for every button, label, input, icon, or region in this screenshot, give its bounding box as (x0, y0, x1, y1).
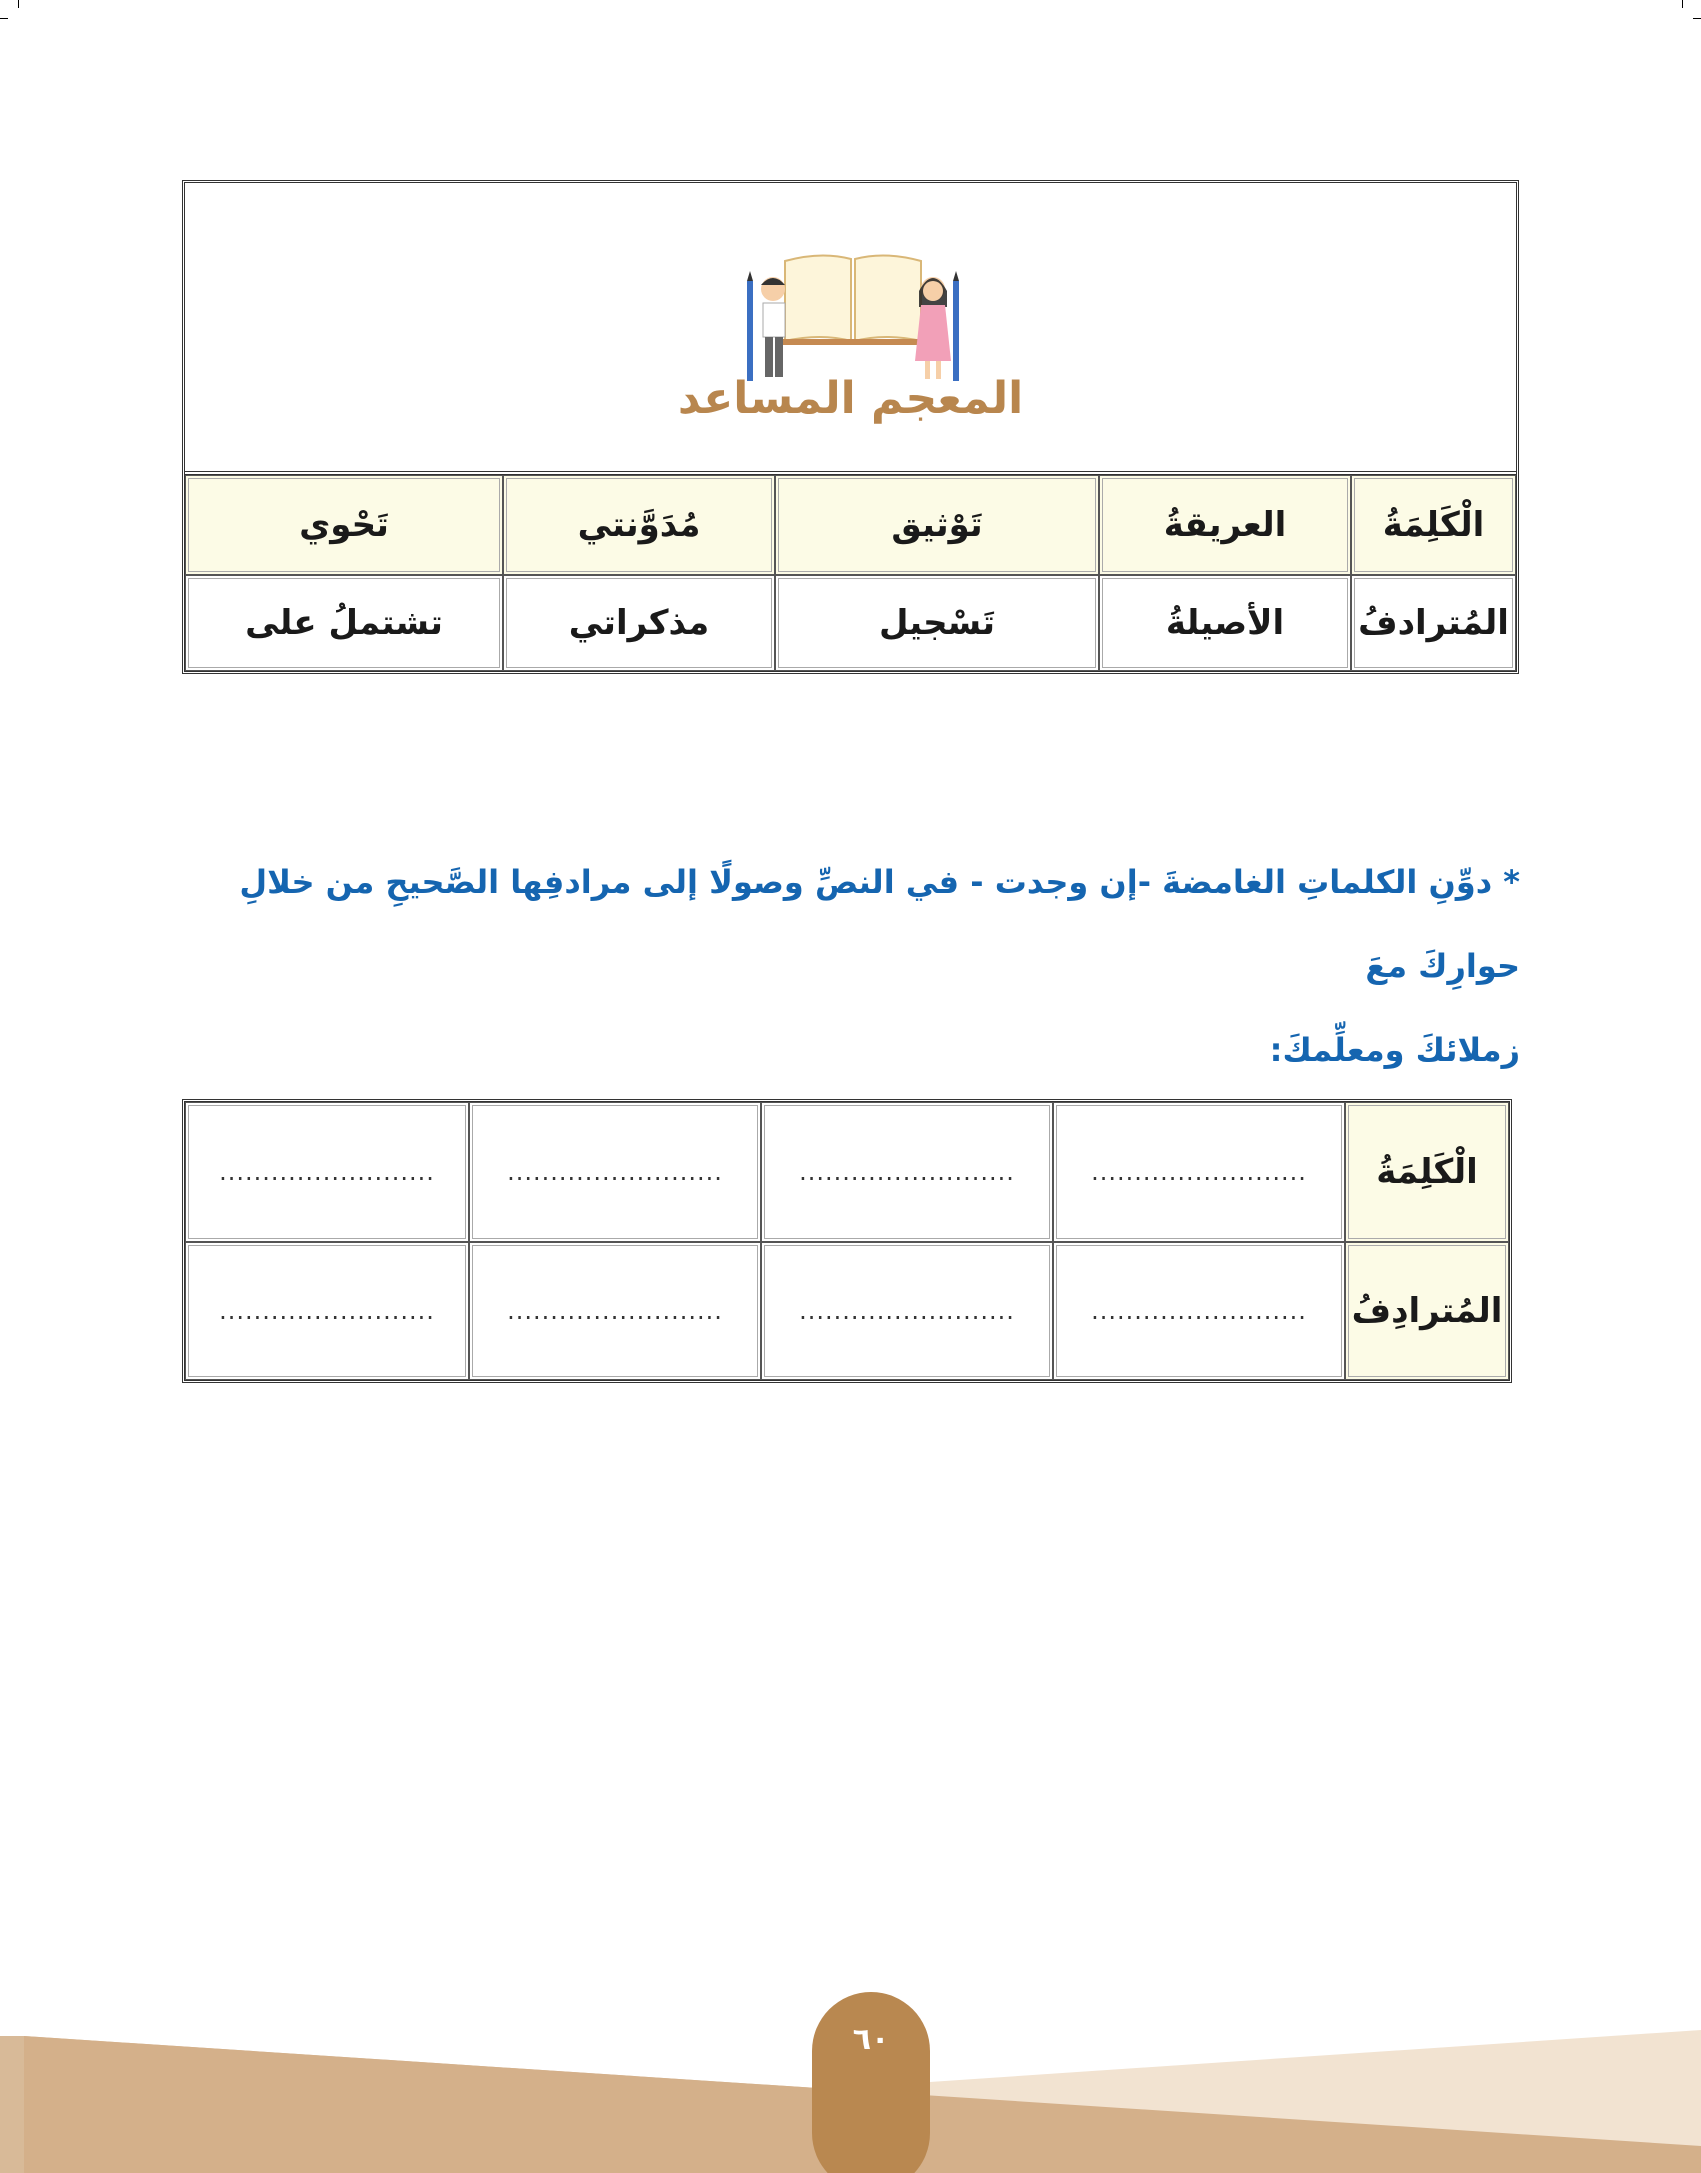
instruction-line-1: * دوِّنِ الكلماتِ الغامضةَ -إن وجدت - في النصِّ وصولًا إلى مرادفِها الصَّحيحِ من خلالِ حوارِكَ معَ (239, 863, 1520, 985)
row-label-synonym: المُترادِفُ (1345, 1242, 1509, 1380)
dictionary-cell: مذكراتي (503, 575, 775, 671)
blank-field[interactable]: ......................... (1053, 1242, 1345, 1380)
blank-field[interactable]: ......................... (761, 1102, 1053, 1242)
exercise-row-synonym (185, 1242, 1509, 1380)
blank-field[interactable]: ......................... (185, 1102, 469, 1242)
dictionary-row-synonym (185, 575, 1516, 671)
row-label-synonym: المُترادفُ (1351, 575, 1516, 671)
exercise-table (182, 1099, 1512, 1383)
kids-with-book-illustration (733, 251, 973, 391)
dictionary-cell: العريقةُ (1099, 475, 1351, 575)
page-number: ٦٠ (852, 2022, 890, 2057)
dictionary-cell: تَوْثيق (775, 475, 1099, 575)
crop-mark (18, 0, 19, 8)
blank-field[interactable]: ......................... (185, 1242, 469, 1380)
blank-field[interactable]: ......................... (1053, 1102, 1345, 1242)
dictionary-cell: الأصيلةُ (1099, 575, 1351, 671)
dictionary-row-word (185, 475, 1516, 575)
dictionary-title: المعجم المساعد (677, 373, 1024, 424)
exercise-row-word (185, 1102, 1509, 1242)
crop-mark (1682, 0, 1683, 8)
blank-field[interactable]: ......................... (761, 1242, 1053, 1380)
dictionary-cell: تشتملُ على (185, 575, 503, 671)
dictionary-cell: تَسْجيل (775, 575, 1099, 671)
crop-mark (0, 18, 8, 19)
dictionary-cell: مُدَوَّنتي (503, 475, 775, 575)
instruction-line-2: زملائكَ ومعلِّمكَ: (1269, 1031, 1520, 1069)
blank-field[interactable]: ......................... (469, 1242, 761, 1380)
dictionary-table (182, 180, 1519, 674)
blank-field[interactable]: ......................... (469, 1102, 761, 1242)
row-label-word: الْكَلِمَةُ (1351, 475, 1516, 575)
row-label-word: الْكَلِمَةُ (1345, 1102, 1509, 1242)
dictionary-cell: تَحْوي (185, 475, 503, 575)
footer-decoration (0, 1990, 1701, 2173)
instruction-text (210, 840, 1520, 1092)
crop-mark (1693, 18, 1701, 19)
dictionary-header (185, 183, 1516, 475)
